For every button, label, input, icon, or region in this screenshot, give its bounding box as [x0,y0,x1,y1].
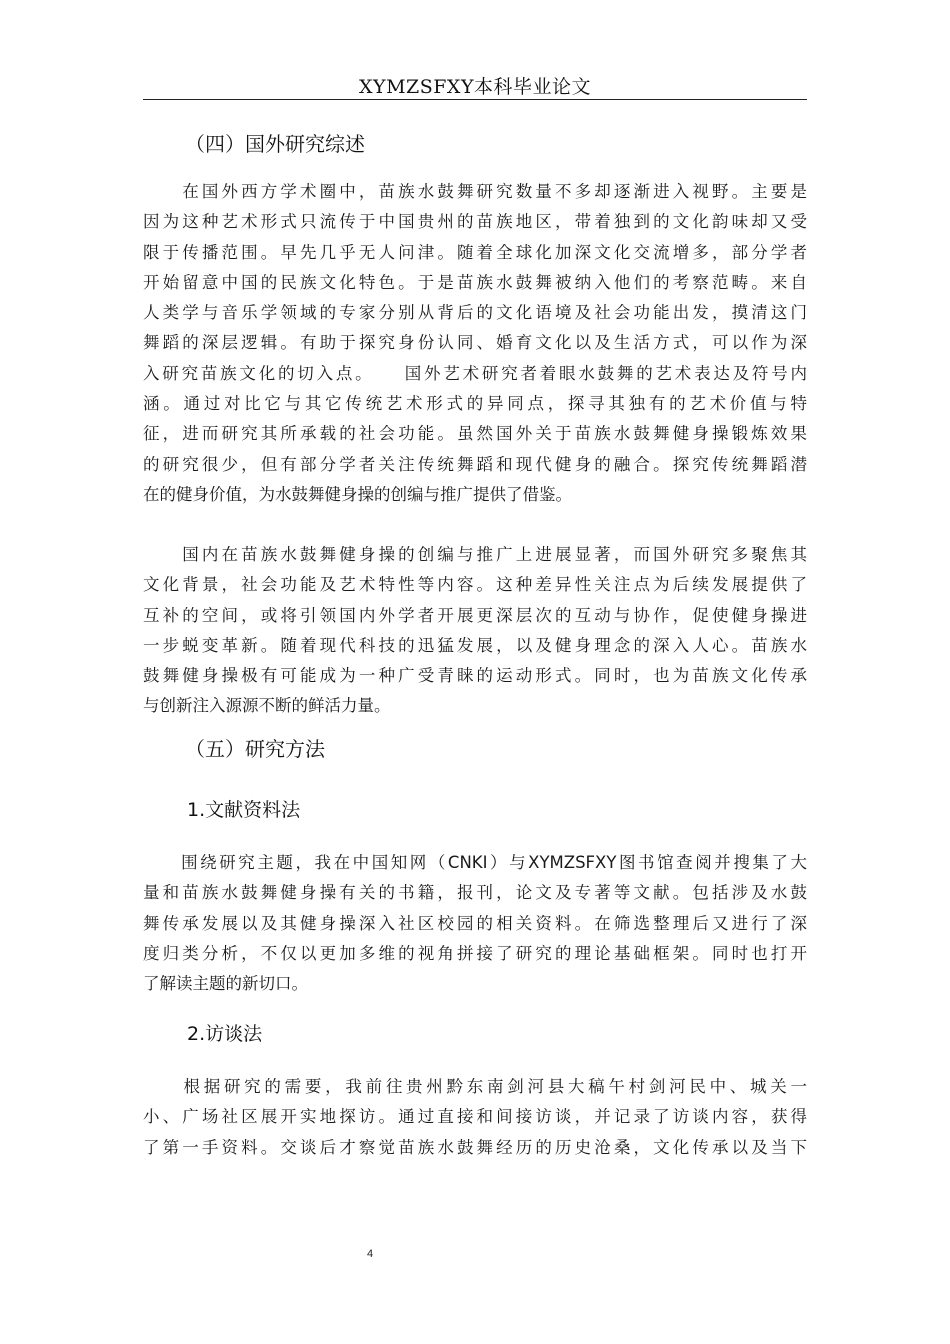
paragraph-line: 人类学与音乐学领域的专家分别从背后的文化语境及社会功能出发，摸清这门 [143,303,807,323]
paragraph-line: 开始留意中国的民族文化特色。于是苗族水鼓舞被纳入他们的考察范畴。来自 [143,272,807,292]
paragraph-line: 鼓舞健身操极有可能成为一种广受青睐的运动形式。同时，也为苗族文化传承 [143,666,807,686]
header-rule [143,99,807,100]
paragraph-line: 一步蜕变革新。随着现代科技的迅猛发展，以及健身理念的深入人心。苗族水 [143,635,807,655]
paragraph-line: 因为这种艺术形式只流传于中国贵州的苗族地区，带着独到的文化韵味却又受 [143,212,807,232]
paragraph-line: 的研究很少，但有部分学者关注传统舞蹈和现代健身的融合。探究传统舞蹈潜 [143,454,807,474]
paragraph-line: 度归类分析，不仅以更加多维的视角拼接了研究的理论基础框架。同时也打开 [143,943,807,963]
paragraph-foreign-review [143,177,807,510]
paragraph-line: 舞蹈的深层逻辑。有助于探究身份认同、婚育文化以及生活方式，可以作为深 [143,333,807,353]
paragraph-line: 小、广场社区展开实地探访。通过直接和间接访谈，并记录了访谈内容，获得 [143,1107,807,1127]
paragraph-line: 舞传承发展以及其健身操深入社区校园的相关资料。在筛选整理后又进行了深 [143,913,807,933]
paragraph-line: 与创新注入源源不断的鲜活力量。 [143,696,391,716]
method-title-interview: 2.访谈法 [187,1023,263,1045]
paragraph-comparison [143,540,807,722]
paragraph-line: 文化背景，社会功能及艺术特性等内容。这种差异性关注点为后续发展提供了 [143,575,807,595]
page-number: 4 [366,1248,374,1260]
paragraph-literature-method [143,848,807,999]
section-title-foreign-review: （四）国外研究综述 [185,132,365,156]
paragraph-line: 根据研究的需要，我前往贵州黔东南剑河县大稿午村剑河民中、城关一 [143,1077,807,1096]
section-title-methods: （五）研究方法 [185,737,325,761]
paragraph-line: 涵。通过对比它与其它传统艺术形式的异同点，探寻其独有的艺术价值与特 [143,394,807,414]
paragraph-line: 了解读主题的新切口。 [143,974,308,994]
paragraph-line: 在国外西方学术圈中，苗族水鼓舞研究数量不多却逐渐进入视野。主要是 [143,182,807,201]
paragraph-line: 了第一手资料。交谈后才察觉苗族水鼓舞经历的历史沧桑，文化传承以及当下 [143,1137,807,1157]
paragraph-line: 量和苗族水鼓舞健身操有关的书籍，报刊，论文及专著等文献。包括涉及水鼓 [143,883,807,903]
method-title-literature: 1.文献资料法 [187,799,301,821]
paragraph-line: 互补的空间，或将引领国内外学者开展更深层次的互动与协作，促使健身操进 [143,605,807,625]
paragraph-line: 征，进而研究其所承载的社会功能。虽然国外关于苗族水鼓舞健身操锻炼效果 [143,424,807,444]
paragraph-line: 在的健身价值，为水鼓舞健身操的创编与推广提供了借鉴。 [143,484,572,504]
paragraph-line: 入研究苗族文化的切入点。 国外艺术研究者着眼水鼓舞的艺术表达及符号内 [143,363,807,383]
running-header: XYMZSFXY本科毕业论文 [359,76,591,98]
paragraph-line: 国内在苗族水鼓舞健身操的创编与推广上进展显著，而国外研究多聚焦其 [143,545,807,564]
paragraph-interview-method [143,1072,807,1163]
paragraph-line: 围绕研究主题，我在中国知网（CNKI）与XYMZSFXY图书馆查阅并搜集了大 [143,853,807,872]
paragraph-line: 限于传播范围。早先几乎无人问津。随着全球化加深文化交流增多，部分学者 [143,242,807,262]
